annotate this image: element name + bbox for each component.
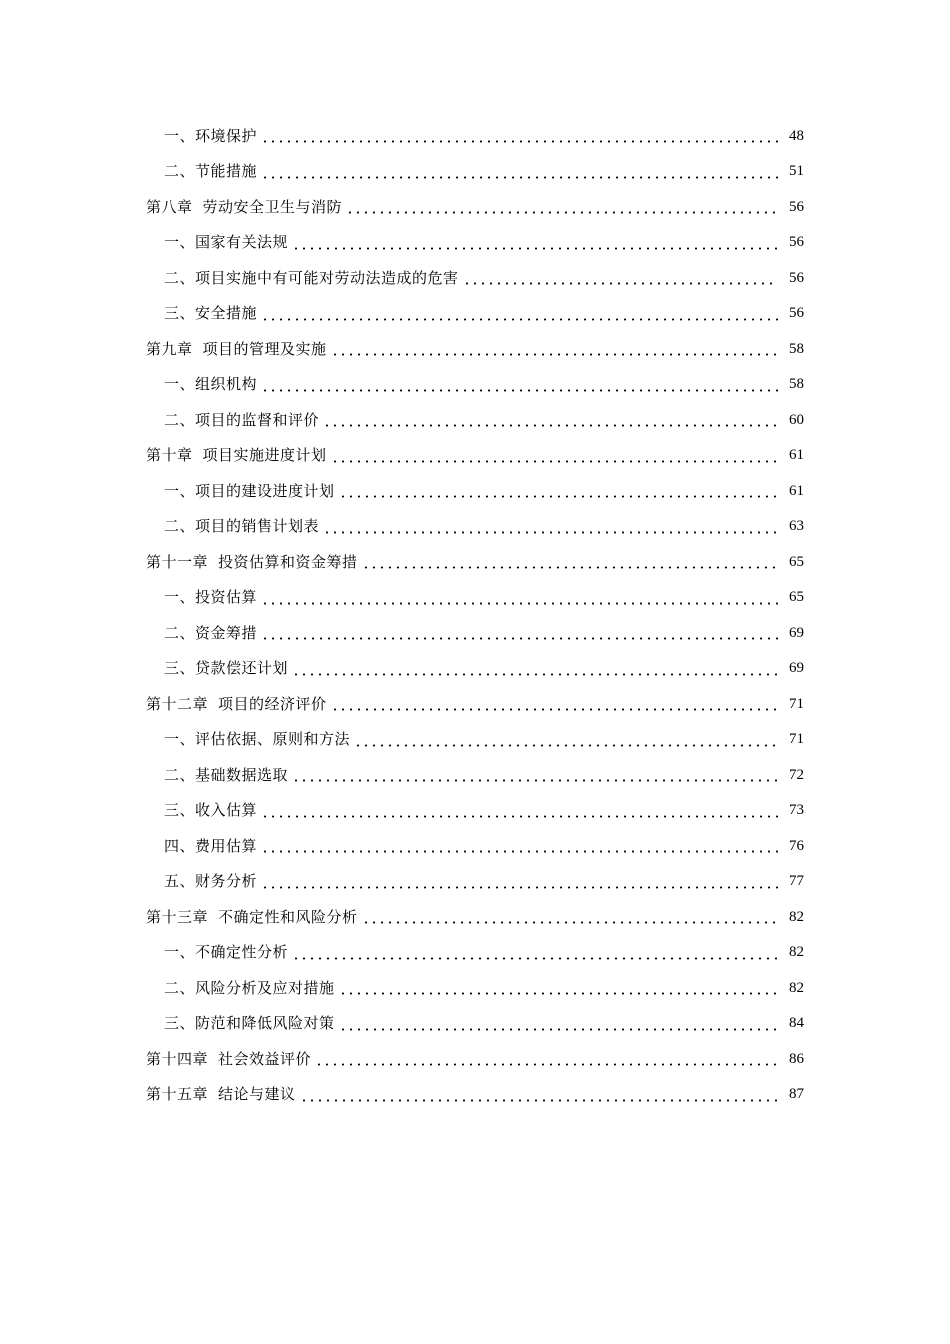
toc-entry-title: 项目实施进度计划 bbox=[202, 446, 327, 465]
toc-entry-title: 一、投资估算 bbox=[164, 588, 258, 607]
toc-page-number: 73 bbox=[789, 802, 804, 819]
toc-section-entry[interactable] bbox=[0, 402, 950, 438]
toc-page-number: 76 bbox=[789, 837, 804, 854]
chapter-number: 第十二章 bbox=[146, 694, 209, 713]
toc-chapter-entry[interactable] bbox=[0, 189, 950, 225]
dot-leader bbox=[339, 495, 778, 498]
toc-entry-label bbox=[164, 161, 257, 181]
toc-entry-title: 二、资金筹措 bbox=[164, 623, 258, 642]
toc-section-entry[interactable] bbox=[0, 225, 950, 261]
toc-chapter-entry[interactable] bbox=[0, 686, 950, 722]
dot-leader bbox=[323, 424, 778, 427]
dot-leader bbox=[362, 921, 778, 924]
toc-entry-title: 结论与建议 bbox=[218, 1085, 296, 1104]
toc-entry-label bbox=[164, 800, 257, 820]
dot-leader bbox=[261, 850, 778, 853]
chapter-number: 第十章 bbox=[146, 446, 193, 465]
toc-page-number: 58 bbox=[789, 340, 804, 357]
toc-section-entry[interactable] bbox=[0, 580, 950, 616]
toc-entry-title: 劳动安全卫生与消防 bbox=[202, 197, 343, 216]
toc-entry-label bbox=[164, 658, 288, 678]
chapter-number: 第十一章 bbox=[146, 552, 209, 571]
dot-leader bbox=[323, 531, 778, 534]
toc-page-number: 82 bbox=[789, 979, 804, 996]
toc-entry-label bbox=[146, 197, 342, 217]
table-of-contents bbox=[0, 118, 950, 1112]
toc-entry-title: 一、不确定性分析 bbox=[164, 943, 289, 962]
toc-chapter-entry[interactable] bbox=[0, 1041, 950, 1077]
toc-entry-label bbox=[146, 694, 327, 714]
toc-entry-title: 三、贷款偿还计划 bbox=[164, 659, 289, 678]
toc-entry-title: 一、国家有关法规 bbox=[164, 233, 289, 252]
toc-section-entry[interactable] bbox=[0, 793, 950, 829]
toc-chapter-entry[interactable] bbox=[0, 1077, 950, 1113]
dot-leader bbox=[331, 708, 778, 711]
dot-leader bbox=[261, 318, 778, 321]
toc-page-number: 71 bbox=[789, 695, 804, 712]
dot-leader bbox=[331, 460, 778, 463]
dot-leader bbox=[261, 815, 778, 818]
dot-leader bbox=[354, 744, 778, 747]
toc-entry-label bbox=[164, 729, 350, 749]
toc-page-number: 56 bbox=[789, 234, 804, 251]
toc-entry-label bbox=[146, 339, 327, 359]
toc-entry-title: 不确定性和风险分析 bbox=[218, 907, 358, 926]
toc-page-number: 61 bbox=[789, 482, 804, 499]
toc-page-number: 82 bbox=[789, 944, 804, 961]
toc-entry-label bbox=[146, 907, 358, 927]
toc-section-entry[interactable] bbox=[0, 118, 950, 154]
toc-page-number: 84 bbox=[789, 1015, 804, 1032]
toc-section-entry[interactable] bbox=[0, 828, 950, 864]
dot-leader bbox=[261, 637, 778, 640]
dot-leader bbox=[261, 389, 778, 392]
toc-page-number: 69 bbox=[789, 660, 804, 677]
toc-entry-label bbox=[164, 410, 319, 430]
toc-section-entry[interactable] bbox=[0, 970, 950, 1006]
dot-leader bbox=[261, 176, 778, 179]
toc-page-number: 71 bbox=[789, 731, 804, 748]
toc-section-entry[interactable] bbox=[0, 154, 950, 190]
toc-entry-title: 项目的经济评价 bbox=[218, 694, 327, 713]
toc-entry-label bbox=[164, 126, 257, 146]
toc-entry-label bbox=[164, 374, 257, 394]
chapter-number: 第九章 bbox=[146, 339, 193, 358]
toc-entry-title: 一、评估依据、原则和方法 bbox=[164, 730, 351, 749]
dot-leader bbox=[463, 282, 778, 285]
toc-page-number: 63 bbox=[789, 518, 804, 535]
toc-entry-label bbox=[146, 1049, 311, 1069]
toc-page-number: 69 bbox=[789, 624, 804, 641]
dot-leader bbox=[292, 673, 778, 676]
toc-page-number: 61 bbox=[789, 447, 804, 464]
toc-entry-title: 二、节能措施 bbox=[164, 162, 258, 181]
toc-section-entry[interactable] bbox=[0, 509, 950, 545]
toc-section-entry[interactable] bbox=[0, 651, 950, 687]
toc-entry-label bbox=[146, 552, 358, 572]
chapter-number: 第十三章 bbox=[146, 907, 209, 926]
dot-leader bbox=[339, 992, 778, 995]
toc-chapter-entry[interactable] bbox=[0, 438, 950, 474]
dot-leader bbox=[261, 886, 778, 889]
toc-section-entry[interactable] bbox=[0, 1006, 950, 1042]
toc-entry-title: 社会效益评价 bbox=[218, 1049, 312, 1068]
toc-entry-title: 二、基础数据选取 bbox=[164, 765, 289, 784]
toc-entry-title: 五、财务分析 bbox=[164, 872, 258, 891]
toc-section-entry[interactable] bbox=[0, 296, 950, 332]
toc-entry-title: 一、组织机构 bbox=[164, 375, 258, 394]
toc-chapter-entry[interactable] bbox=[0, 544, 950, 580]
dot-leader bbox=[315, 1063, 778, 1066]
toc-page-number: 56 bbox=[789, 198, 804, 215]
toc-section-entry[interactable] bbox=[0, 864, 950, 900]
toc-page-number: 58 bbox=[789, 376, 804, 393]
toc-chapter-entry[interactable] bbox=[0, 331, 950, 367]
toc-section-entry[interactable] bbox=[0, 615, 950, 651]
toc-entry-title: 二、项目实施中有可能对劳动法造成的危害 bbox=[164, 268, 459, 287]
toc-page-number: 77 bbox=[789, 873, 804, 890]
toc-entry-title: 二、项目的销售计划表 bbox=[164, 517, 320, 536]
toc-section-entry[interactable] bbox=[0, 722, 950, 758]
toc-entry-label bbox=[146, 445, 327, 465]
toc-entry-title: 四、费用估算 bbox=[164, 836, 258, 855]
toc-section-entry[interactable] bbox=[0, 260, 950, 296]
toc-entry-label bbox=[164, 942, 288, 962]
toc-entry-title: 投资估算和资金筹措 bbox=[218, 552, 358, 571]
dot-leader bbox=[331, 353, 778, 356]
toc-entry-title: 三、防范和降低风险对策 bbox=[164, 1014, 335, 1033]
dot-leader bbox=[300, 1099, 778, 1102]
toc-entry-label bbox=[164, 1013, 335, 1033]
toc-entry-label bbox=[164, 871, 257, 891]
dot-leader bbox=[292, 247, 778, 250]
toc-entry-title: 一、项目的建设进度计划 bbox=[164, 481, 335, 500]
toc-entry-label bbox=[146, 1084, 296, 1104]
toc-page-number: 87 bbox=[789, 1086, 804, 1103]
toc-entry-title: 一、环境保护 bbox=[164, 126, 258, 145]
chapter-number: 第八章 bbox=[146, 197, 193, 216]
dot-leader bbox=[261, 602, 778, 605]
toc-section-entry[interactable] bbox=[0, 935, 950, 971]
toc-entry-label bbox=[164, 623, 257, 643]
toc-page-number: 56 bbox=[789, 269, 804, 286]
toc-entry-label bbox=[164, 303, 257, 323]
toc-section-entry[interactable] bbox=[0, 757, 950, 793]
toc-page-number: 72 bbox=[789, 766, 804, 783]
toc-entry-label bbox=[164, 978, 335, 998]
toc-page-number: 82 bbox=[789, 908, 804, 925]
toc-section-entry[interactable] bbox=[0, 367, 950, 403]
toc-chapter-entry[interactable] bbox=[0, 899, 950, 935]
dot-leader bbox=[346, 211, 778, 214]
toc-section-entry[interactable] bbox=[0, 473, 950, 509]
dot-leader bbox=[292, 957, 778, 960]
toc-entry-label bbox=[164, 268, 459, 288]
toc-entry-title: 三、安全措施 bbox=[164, 304, 258, 323]
toc-entry-label bbox=[164, 587, 257, 607]
toc-entry-label bbox=[164, 232, 288, 252]
toc-entry-title: 项目的管理及实施 bbox=[202, 339, 327, 358]
toc-entry-title: 二、风险分析及应对措施 bbox=[164, 978, 335, 997]
toc-entry-label bbox=[164, 765, 288, 785]
toc-page-number: 51 bbox=[789, 163, 804, 180]
toc-entry-title: 三、收入估算 bbox=[164, 801, 258, 820]
chapter-number: 第十五章 bbox=[146, 1085, 209, 1104]
toc-page-number: 65 bbox=[789, 589, 804, 606]
toc-entry-title: 二、项目的监督和评价 bbox=[164, 410, 320, 429]
toc-entry-label bbox=[164, 481, 335, 501]
toc-page-number: 65 bbox=[789, 553, 804, 570]
toc-page-number: 60 bbox=[789, 411, 804, 428]
toc-page-number: 86 bbox=[789, 1050, 804, 1067]
toc-entry-label bbox=[164, 836, 257, 856]
dot-leader bbox=[261, 140, 778, 143]
dot-leader bbox=[339, 1028, 778, 1031]
dot-leader bbox=[292, 779, 778, 782]
toc-page-number: 56 bbox=[789, 305, 804, 322]
chapter-number: 第十四章 bbox=[146, 1049, 209, 1068]
dot-leader bbox=[362, 566, 778, 569]
toc-entry-label bbox=[164, 516, 319, 536]
toc-page-number: 48 bbox=[789, 127, 804, 144]
